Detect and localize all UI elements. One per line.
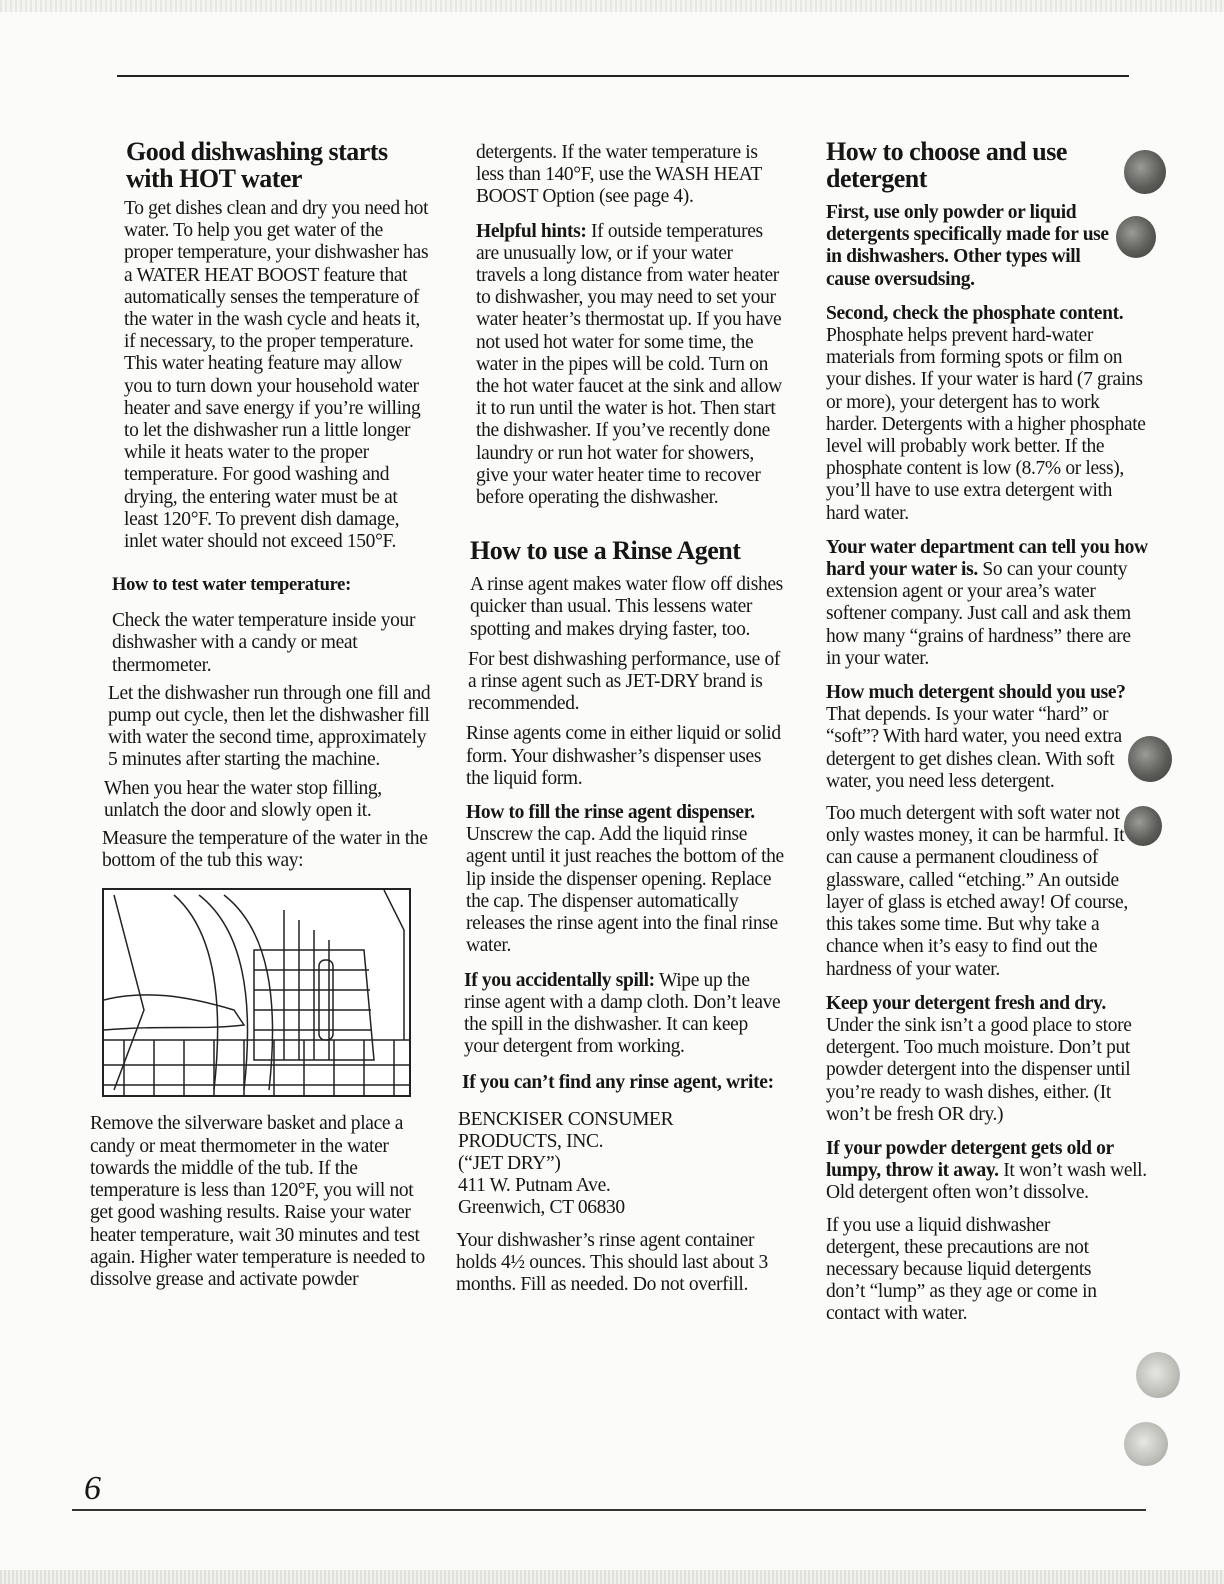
rinse-paragraph-1: A rinse agent makes water flow off dishes quicker than usual. This lessens water spotting and makes drying faster, too.: [470, 574, 783, 640]
liquid-paragraph: If you use a liquid dishwasher detergent, these precautions are not necessary because liquid detergents don’t “lump” as they age or come in contact with water.: [826, 1214, 1097, 1325]
rinse-paragraph-3: Rinse agents come in either liquid or solid form. Your dishwasher’s dispenser uses the liquid form.: [466, 723, 781, 789]
test-paragraph-4: Measure the temperature of the water in the bottom of the tub this way:: [102, 828, 428, 872]
page-number: 6: [84, 1470, 101, 1507]
phosphate-text: Phosphate helps prevent hard-water materials from forming spots or film on your dishes. If your water is hard (7 grains or more), your detergent has to work harder. Detergents with a higher phosphate level will probably work better. If the phosphate content is low (8.7% or less), you’ll have to use extra detergent with hard water.: [826, 325, 1146, 524]
how-much-paragraph: [826, 682, 1126, 793]
test-paragraph-3: When you hear the water stop filling, unlatch the door and slowly open it.: [104, 777, 382, 821]
column-2: [456, 138, 786, 1302]
scan-artifact-top: [0, 0, 1224, 12]
how-much-text: That depends. Is your water “hard” or “soft”? With hard water, you need extra detergent to get dishes clean. With soft water, you need less detergent.: [826, 704, 1122, 792]
intro-paragraph: To get dishes clean and dry you need hot water. To help you get water of the proper temperature, your dishwasher has a WATER HEAT BOOST feature that automatically senses the temperature of the water in the wash cycle and heats it, if necessary, to the proper temperature. This water heating feature may allow you to turn down your household water heater and save energy if you’re willing to let the dishwasher run a little longer while it heats water to the proper temperature. For good washing and drying, the entering water must be at least 120°F. To prevent dish damage, inlet water should not exceed 150°F.: [124, 198, 429, 553]
punch-hole-artifact: [1128, 736, 1172, 782]
old-lumpy-text: It won’t wash well. Old detergent often won’t dissolve.: [826, 1160, 1147, 1204]
fill-dispenser-text: Unscrew the cap. Add the liquid rinse agent until it just reaches the bottom of the lip inside the dispenser opening. Replace the cap. The dispenser automatically releases the rinse agent into the final rinse water.: [466, 824, 784, 957]
helpful-hints-text: If outside temperatures are unusually low, or if your water travels a long distance from water heater to dishwasher, you may need to set your water heater’s thermostat up. If you have not used hot water for some time, the water in the pipes will be cold. Turn on the hot water faucet at the sink and allow it to run until the water is hot. Then start the dishwasher. If you’ve recently done laundry or run hot water for showers, give your water heater time to recover before operating the dishwasher.: [476, 220, 782, 509]
footer-rule: [72, 1509, 1146, 1511]
punch-hole-artifact: [1116, 216, 1156, 258]
spill-label: If you accidentally spill:: [464, 969, 655, 991]
dishwasher-rack-drawing: [104, 890, 409, 1095]
old-lumpy-label: If your powder detergent gets old or lumpy, throw it away.: [826, 1137, 1114, 1182]
heading-hot-water: Good dishwashing starts with HOT water: [126, 137, 388, 193]
container-paragraph: Your dishwasher’s rinse agent container holds 4½ ounces. This should last about 3 months. Fill as needed. Do not overfill.: [456, 1229, 768, 1295]
punch-hole-artifact: [1124, 806, 1162, 846]
heading-rinse-agent: How to use a Rinse Agent: [470, 536, 741, 566]
address-block: [458, 1109, 786, 1220]
water-dept-paragraph: [826, 537, 1148, 670]
test-paragraph-1: Check the water temperature inside your dishwasher with a candy or meat thermometer.: [112, 610, 416, 676]
fill-dispenser-paragraph: [466, 802, 786, 957]
water-dept-label: Your water department can tell you how hard your water is.: [826, 536, 1148, 581]
address-line: PRODUCTS, INC.: [458, 1130, 604, 1152]
phosphate-label: Second, check the phosphate content.: [826, 302, 1124, 324]
detergent-continuation: detergents. If the water temperature is less than 140°F, use the WASH HEAT BOOST Option (see page 4).: [476, 142, 762, 208]
punch-hole-artifact: [1124, 1422, 1168, 1466]
fresh-label: Keep your detergent fresh and dry.: [826, 992, 1106, 1014]
header-rule: [117, 75, 1129, 77]
first-paragraph: First, use only powder or liquid detergents specifically made for use in dishwashers. Other types will cause oversudsing.: [826, 202, 1109, 290]
thermometer-illustration: [102, 888, 411, 1097]
spill-paragraph: [464, 970, 786, 1059]
test-heading: How to test water temperature:: [112, 575, 351, 596]
test-paragraph-5: Remove the silverware basket and place a candy or meat thermometer in the water towards the middle of the tub. If the temperature is less than 120°F, you will not get good washing results. Raise your water heater temperature, wait 30 minutes and test again. Higher water temperature is needed to dissolve grease and activate powder: [90, 1113, 425, 1290]
address-line: Greenwich, CT 06830: [458, 1197, 625, 1219]
too-much-paragraph: Too much detergent with soft water not only wastes money, it can be harmful. It can cause a permanent cloudiness of glassware, called “etching.” An outside layer of glass is etched away! Of course, this takes some time. But why take a chance when it’s easy to find out the hardness of your water.: [826, 803, 1128, 980]
address-line: BENCKISER CONSUMER: [458, 1108, 674, 1130]
heading-detergent: How to choose and use detergent: [826, 137, 1067, 193]
rinse-paragraph-2: For best dishwashing performance, use of a rinse agent such as JET-DRY brand is recommended.: [468, 648, 781, 715]
helpful-hints-label: Helpful hints:: [476, 220, 587, 242]
phosphate-paragraph: [826, 303, 1148, 525]
address-line: (“JET DRY”): [458, 1152, 561, 1174]
write-label: If you can’t find any rinse agent, write:: [462, 1072, 774, 1094]
punch-hole-artifact: [1124, 150, 1166, 194]
fill-dispenser-label: How to fill the rinse agent dispenser.: [466, 802, 755, 824]
scan-artifact-bottom: [0, 1570, 1224, 1584]
spill-text: Wipe up the rinse agent with a damp cloth. Don’t leave the spill in the dishwasher. It can keep your detergent from working.: [464, 969, 781, 1058]
test-paragraph-2: Let the dishwasher run through one fill and pump out cycle, then let the dishwasher fill with water the second time, approximately 5 minutes after starting the machine.: [108, 682, 431, 771]
fresh-paragraph: [826, 993, 1148, 1126]
how-much-label: How much detergent should you use?: [826, 682, 1126, 704]
fresh-text: Under the sink isn’t a good place to store detergent. Too much moisture. Don’t put powder detergent into the dispenser until you’re ready to wash dishes, either. (It won’t be fresh OR dry.): [826, 1014, 1132, 1125]
old-lumpy-paragraph: [826, 1138, 1148, 1205]
punch-hole-artifact: [1136, 1352, 1180, 1398]
water-dept-text: So can your county extension agent or your area’s water softener company. Just call and ask them how many “grains of hardness” there are in your water.: [826, 559, 1131, 669]
helpful-hints-paragraph: [476, 221, 786, 510]
column-3: [826, 138, 1148, 1332]
column-1: [84, 138, 432, 1297]
address-line: 411 W. Putnam Ave.: [458, 1175, 611, 1197]
